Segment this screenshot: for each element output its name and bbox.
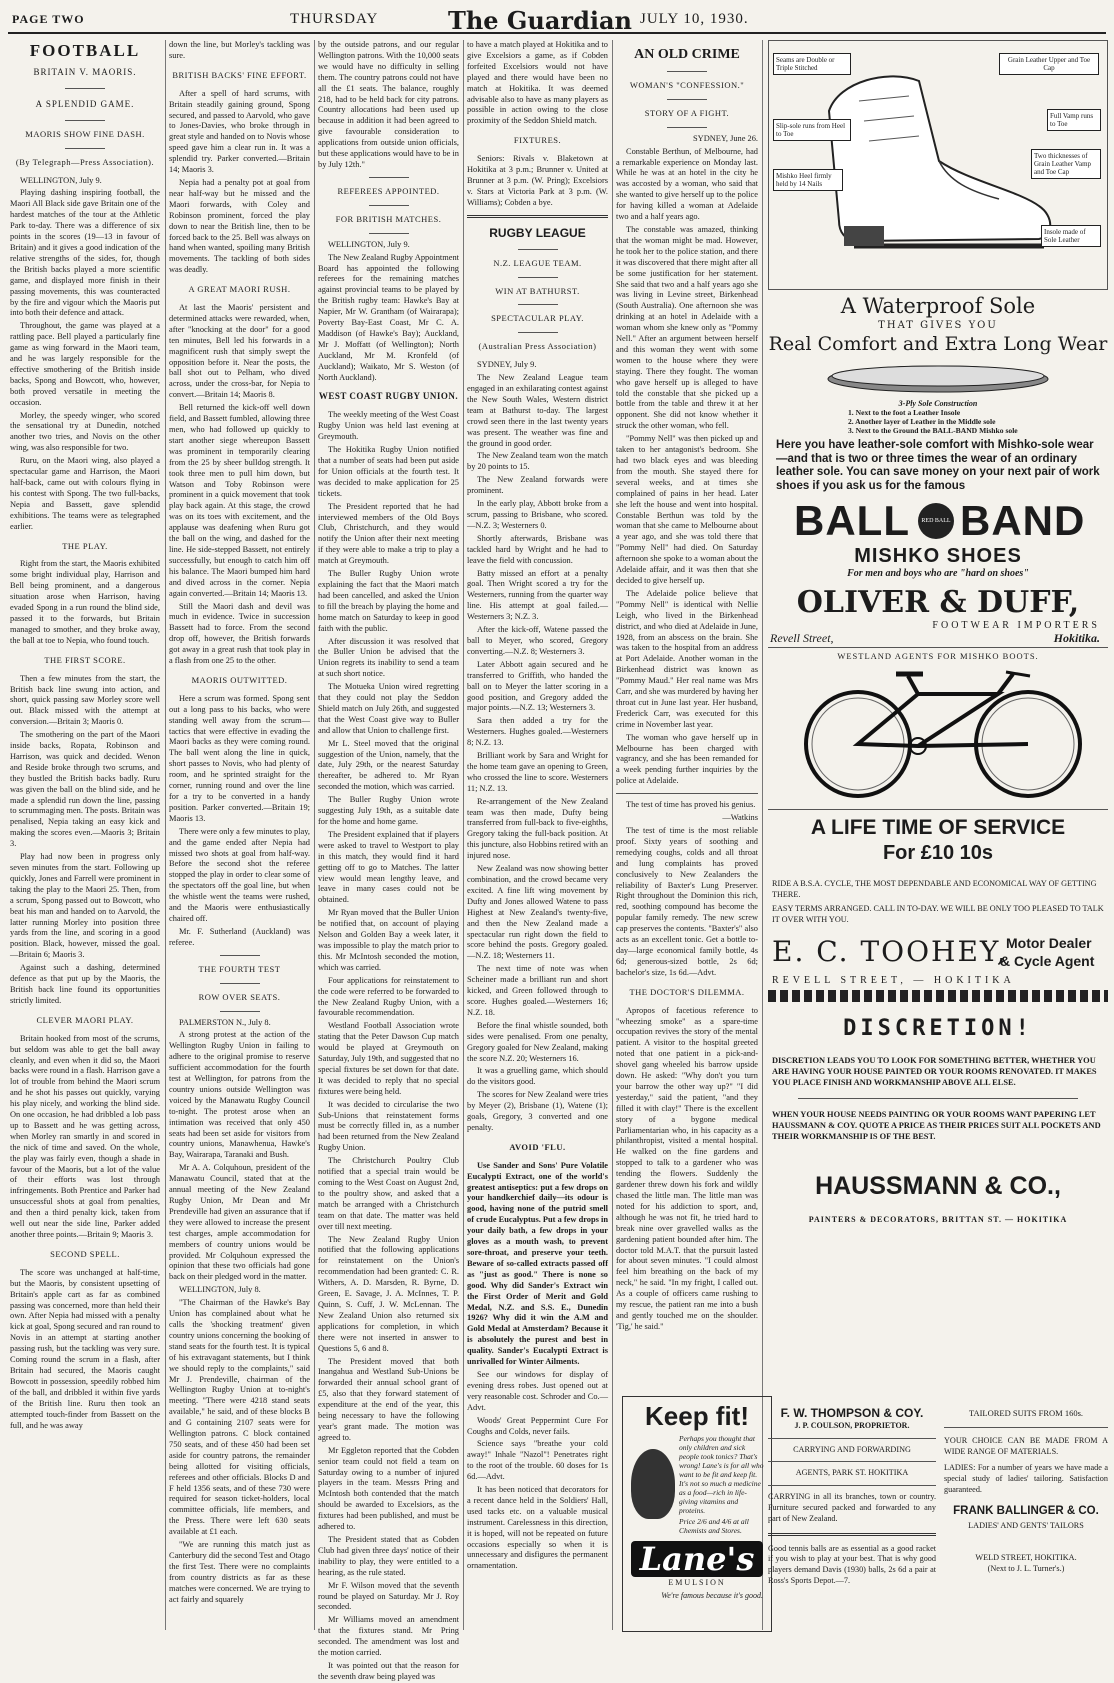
- divider: [369, 177, 409, 178]
- paragraph: Later Abbott again secured and he transferred to Griffith, who handed the ball on to Meyer the latter scoring in a good position, and Gregory added the major points.—N.Z. 13; Westerners 3.: [467, 659, 608, 713]
- callout-label: Mishko Heel firmly held by 14 Nails: [773, 169, 843, 191]
- divider: [768, 809, 1108, 810]
- paragraph: Against such a dashing, determined defence as that put up by the Maoris, the British back line found its opportunities strictly limited.: [10, 963, 160, 1005]
- divider: [768, 1438, 936, 1439]
- paragraph: There were only a few minutes to play, and the game ended after Nepia had missed two shots at goal from half-way. Before the second shot the referee stopped the play in order to clear some of the spectators off the goal line, but when the whistle went the teams were rushed, and the Maoris were enthusiastically chaired off.: [169, 826, 310, 923]
- ad-subheadline: THAT GIVES YOU: [878, 320, 998, 331]
- divider: [768, 1485, 936, 1486]
- construction-item: 2. Another layer of Leather in the Middle sole: [848, 417, 996, 426]
- paragraph: "Pommy Nell" was then picked up and taken to her antagonist's bedroom. She had two black eyes and was bleeding from the mouth. She stayed there for several weeks, and at times she complained of pains in her head. Later she left the house and went into hospital. Constable Berthun was told by the woman that she came to Melbourne about a year ago, and she was told there that "Pommy Nell" had died. On Saturday afternoon she spoke to a woman about the Adelaide affair, and it was then that she decided to give herself up.: [616, 434, 758, 585]
- paragraph: The President moved that both Inangahua and Westland Sub-Unions be forwarded their annual school grant of £5, also that they forward statement of expenditure at the end of the year, this being necessary to have the following year's grant made. The motion was agreed to.: [318, 1356, 459, 1442]
- divider: [369, 205, 409, 206]
- firm-line: PAINTERS & DECORATORS, BRITTAN ST. — HOKITIKA: [808, 1215, 1068, 1224]
- firm-line: CARRYING AND FORWARDING: [793, 1444, 911, 1454]
- column-rule: [314, 40, 315, 1630]
- paragraph: The woman who gave herself up in Melbourne has been charged with vagrancy, and she has been remanded for a week pending further inquiries by the police at Adelaide.: [616, 732, 758, 786]
- dealer-town: Hokitika.: [1053, 631, 1100, 645]
- paragraph: A strong protest at the action of the Wellington Rugby Union in failing to adhere to the original promise to reserve sufficient accommodation for the fourth test at Wellington, for patrons from the country unions outside Wellington was voiced by the Manawatu Rugby Council to-night. The protest arose when an intimation was received that only 450 seats had been set aside for visitors from country unions, Manawhenua, Hawke's Bay, Wairarapa, Taranaki and Bush.: [169, 1030, 310, 1160]
- ad-headline: TAILORED SUITS FROM 160s.: [968, 1408, 1084, 1418]
- dateline: SYDNEY, June 26.: [693, 133, 758, 143]
- paragraph: Mr. F. Sutherland (Auckland) was referee.: [169, 926, 310, 947]
- paragraph: The test of time has proved his genius.: [626, 800, 756, 810]
- subheading: WIN AT BATHURST.: [495, 285, 580, 296]
- subheading: THE DOCTOR'S DILEMMA.: [629, 986, 745, 997]
- paragraph: by the outside patrons, and our regular Wellington patrons. With the 10,000 seats we would have no difficulty in selling them. The country patrons could not have all the £1 seats. The balance, roughly 218, had to be held back for city patrons. Country allocations had been used up because in addition it had been agreed to give favourable consideration to applications from outside union officials, but these applications would have to be in by July 12th.": [318, 40, 459, 169]
- callout-label: Slip-sole runs from Heel to Toe: [773, 119, 851, 141]
- paragraph: The constable was amazed, thinking that the woman might be mad. However, he took her to the police station, and there it was discovered that there might after all be some justification for her statement. She said that two and a half years ago she was living in Levine street, Birkenhead (South Australia). One afternoon she was drinking at an hotel in Adelaide with a woman whom she knew only as "Pommy Nell." After an argument between herself and this woman they went with some women to the house where they were staying. There they fought. The woman who gave herself up is alleged to have told the constable that she picked up a bottle from the table and threw it at her opponent. She did not know whether it struck the other woman, who fell.: [616, 224, 758, 431]
- callout-label: Two thicknesses of Grain Leather Vamp and Toe Cap: [1031, 149, 1101, 179]
- paragraph: The score was unchanged at half-time, but the Maoris, by consistent upsetting of Britain's apple cart as far as combined passing was concerned, more than held their own. After Nepia had missed with a penalty kick at goal, Spong secured and ran round to Novis in an attempt at starting another passing rush, but the tackling was very sure. Coming round the scrum in a flash, after Britain had secured, the Maoris caught Bowcott in possession, speedily robbed him of the ball, and dribbled it within five yards of the British line. Ruru then took an attempted touch-finder from Bassett on the full, and he was away: [10, 1267, 160, 1430]
- divider: [467, 215, 608, 218]
- thompson-ad: [768, 1408, 936, 1587]
- ad-text: WHEN YOUR HOUSE NEEDS PAINTING OR YOUR ROOMS WANT PAPERING LET HAUSSMANN & COY. QUOTE A PRICE AS THEIR PRICES SUIT ALL POCKETS AND THEIR WORKMANSHIP IS OF THE BEST.: [772, 1110, 1101, 1141]
- paragraph: Apropos of facetious reference to "wheezing smoke" as a spare-time occupation revives the story of the mental patient. A visitor to the hospital greeted noted that one patient in a pick-and-shovel gang wheeled his barrow upside down. He asked: "Why don't you turn your barrow the other way up?" "I did yesterday," said the patient, "and they filled it with clay!" There is the excellent story of a bygone medical Parliamentarian who, in his capacity as a philanthropist, visited a mental hospital. He walked on the fine gardens and stopped to talk to a gardener who was tending the flowers. Suddenly the gardener threw down his fork and wildly chased the little man. The little man was noted for his addiction to sport, and, although he was not fit, he tried hard to break nine over gravelled walks as the gardening patient bounded after him. The doctor told M.A.T. that the pursuit lasted for about seven minutes. "I could almost feel him breathing on the back of my neck," he said. "In my fright, I called out. As a couple of officers came rushing to my rescue, the patient ran me into a bush and gently touched me on the shoulder. 'Tig,' he said.": [616, 1005, 758, 1331]
- divider: [220, 955, 260, 956]
- keepfit-ad: [622, 1396, 772, 1632]
- ad-text: YOUR CHOICE CAN BE MADE FROM A WIDE RANGE OF MATERIALS.: [944, 1435, 1108, 1456]
- firm-note: (Next to J. L. Turner's.): [987, 1564, 1065, 1574]
- paragraph: It has been noticed that decorators for a recent dance held in the Soldiers' Hall, used tacks etc. on a valuable musical instrument. Carelessness in this direction, it is hoped, will not be repeated on future occasions especially so when it is unnecessary and disfigures the permanent ornamentation.: [467, 1485, 608, 1571]
- column-football-cont: [169, 40, 310, 1630]
- subheading: SECOND SPELL.: [50, 1248, 120, 1259]
- paragraph: Use Sander and Sons' Pure Volatile Eucalypti Extract, one of the world's greatest antiseptics: put a few drops on your handkerchief daily—its odour is good, having none of the putrid smell of crude Eucalyptus. Put a few drops in your daily bath, a few drops in your gloves as a mouth wash, to prevent sore-throat, and preserve your teeth. Beware of so-called extracts passed off as "just as good." There is none so good. Why did Sander's Extract win the First Order of Merit and Gold Medal, N.Z. and S.S. E., Dunedin 1926? Why did it win the A.M and Gold Medal at Amsterdam? Because it is absolutely the purest and best in quality. Sander's Eucalypti Extract is unrivalled for Winter Ailments.: [467, 1160, 608, 1367]
- paragraph: Then a few minutes from the start, the British back line swung into action, and short, quick passing saw Morley score well out. Black missed with the attempt at conversion.—Britain 3; Maoris 0.: [10, 673, 160, 727]
- subheading: A GREAT MAORI RUSH.: [188, 284, 291, 295]
- paragraph: The President reported that he had interviewed members of the Old Boys Club, Christchurch, and they would notify the Union after their next meeting if they were able to make a trip to play a match at Greymouth.: [318, 501, 459, 566]
- paragraph: Britain hooked from most of the scrums, but seldom was able to get the ball away cleanly, and even when it did so, the Maori backs were round in a flash. Harrison gave a lot of trouble from behind the Maori scrum and he shot his passes out quickly, varying his play nicely, and working the blind side. On one occasion, he had dribbled a lob pass up to Bassett and he was getting across, when Morley ran smartly in and scored in the nick of time and saved. On the whole, the play was fairly even, though a shade in favour of the Maoris, but a lot of the value of their efforts was lost through infringements. Both Prentice and Parker had unsuccessful shots at goal from penalties, and then a third penalty kick, taken from well out near the side line, Parker added another three points.—Britain 9; Maoris 3.: [10, 1033, 160, 1239]
- dateline: WELLINGTON, July 8.: [179, 1285, 261, 1295]
- paragraph: "We are running this match just as Canterbury did the second Test and Otago the first Test. There were no complaints from country districts as far as these matches were concerned. We are trying to act fairly and squarely: [169, 1540, 310, 1604]
- paragraph: Still the Maori dash and devil was much in evidence. Twice in succession Bassett had to force. From the second drop off, however, the British forwards got away in a great rush that took play in a flash from one 25 to the other.: [169, 601, 310, 666]
- dealer-name: E. C. TOOHEY,: [772, 935, 1008, 969]
- ad-text: Perhaps you thought that only children and sick people took tonics? That's wrong! Lane's is for all who want to be fit and keep fit. It's not so much a medicine as a food—rich in life-giving vitamins and proteins.: [679, 1434, 764, 1515]
- paragraph: Mr F. Wilson moved that the seventh round be played on Saturday. Mr J. Roy seconded.: [318, 1580, 459, 1612]
- brand-right: BAND: [960, 497, 1086, 544]
- dealer-street: Revell Street,: [770, 631, 834, 645]
- divider: [667, 127, 707, 128]
- ad-text: RIDE A B.S.A. CYCLE, THE MOST DEPENDABLE AND ECONOMICAL WAY OF GETTING THERE.: [772, 879, 1097, 899]
- column-rule: [612, 40, 613, 1630]
- divider: [768, 647, 1108, 648]
- paragraph: Playing dashing inspiring football, the Maori All Black side gave Britain one of the hardest matches of the tour at the Athletic Park to-day. There was a difference of six points in the scores (19—13 in favour of Britain) and it gives a good indication of the relative strengths of the sides, for, though the British backs played a more scientific game, and displayed more finish in their passing movements, this was counteracted by the fire and vigour which the Maoris put into both their defence and attack.: [10, 188, 160, 318]
- ad-headline: DISCRETION!: [843, 1016, 1033, 1041]
- paragraph: The Buller Rugby Union wrote suggesting July 19th, as a suitable date for the home and home game.: [318, 795, 459, 826]
- subheading: FOR BRITISH MATCHES.: [335, 213, 442, 224]
- column-rule: [463, 40, 464, 1630]
- paragraph: Four applications for reinstatement to the code were referred to be forwarded to the New Zealand Rugby Union, with a favourable recommendation.: [318, 975, 459, 1018]
- paragraph: Brilliant work by Sara and Wright for the home team gave an opening to Green, who crossed the line to score. Westerners 11; N.Z. 13.: [467, 751, 608, 793]
- dateline: WELLINGTON, July 9.: [328, 239, 410, 249]
- subheading: THE FOURTH TEST: [198, 963, 281, 974]
- paragraph: Nepia had a penalty pot at goal from near half-way but he missed and the Maori forwards, with Coley and Robinson prominent, forced the play down to near the British line, then to be forced back to the 25. Bell was always on hand when wanted, spoiling many British movements. The tackling of both sides was deadly.: [169, 177, 310, 275]
- paragraph: After a spell of hard scrums, with Britain steadily gaining ground, Spong secured, and passed to Aarvold, who gave to Jones-Davies, who broke through in great style and handed on to Novis whose speed gave him a clear run in. It was a splendid try. Parker converted.—Britain 14; Maoris 3.: [169, 88, 310, 175]
- subheading: ROW OVER SEATS.: [198, 991, 281, 1002]
- paragraph: Constable Berthun, of Melbourne, had a remarkable experience on Monday last. While he was at an hotel in the city he was accosted by a woman, who said that she wanted to give herself up to the police for having killed a woman at Adelaide two and a half years ago.: [616, 146, 758, 222]
- divider: [220, 983, 260, 984]
- subheading: WOMAN'S "CONFESSION.": [629, 79, 745, 90]
- paragraph: The Buller Rugby Union wrote explaining the fact that the Maori match had been cancelled, and asked the Union to fill the breach by playing the home and home match on Saturday to keep in good faith with the public.: [318, 569, 459, 633]
- border-decoration: [768, 990, 1108, 1002]
- paragraph: Westland Football Association wrote stating that the Peter Dawson Cup match would be played at Greymouth on Saturday, July 19th, and suggested that no special fixtures be set down for that date. It was decided to reply that no special fixtures were being held.: [318, 1021, 459, 1096]
- subheading: THE FIRST SCORE.: [44, 654, 126, 665]
- divider: [220, 1011, 260, 1012]
- brand-sub: EMULSION: [668, 1578, 726, 1587]
- column-football: [10, 40, 160, 1630]
- firm-name: FRANK BALLINGER & CO.: [953, 1504, 1099, 1517]
- bicycle-illustration: [768, 654, 1108, 804]
- proprietor: J. P. COULSON, PROPRIETOR.: [794, 1420, 910, 1430]
- divider: [798, 1098, 1078, 1099]
- dealer-trade: FOOTWEAR IMPORTERS: [932, 620, 1100, 631]
- section-heading: AN OLD CRIME: [634, 47, 740, 62]
- paragraph: Batty missed an effort at a penalty goal. Then Wright scored a try for the Westerners, running from the quarter way line. His attempt at goal failed.—Westerners 3; N.Z. 3.: [467, 568, 608, 622]
- toohey-block: [768, 931, 1108, 975]
- sole-illustration: [768, 359, 1108, 399]
- paragraph: Before the final whistle sounded, both sides were penalised. From one penalty, Gregory goaled for New Zealand, making the score N.Z. 20; Westerners 16.: [467, 1020, 608, 1063]
- ballband-logo: [768, 497, 1108, 545]
- column-rugby-league: [467, 40, 608, 1571]
- tagline: We're famous because it's good.: [661, 1591, 763, 1600]
- attribution: —Watkins: [722, 813, 758, 823]
- paragraph: Right from the start, the Maoris exhibited some bright individual play, Harrison and Bell being prominent, and a dangerous situation arose when Harrison, having evaded Spong in a run round the blind side, passed it to the forwards, but Britain managed to smother, and they broke away, the ball at toe to Nepia, who found touch.: [10, 559, 160, 645]
- paragraph: Woods' Great Peppermint Cure For Coughs and Colds, never fails.: [467, 1415, 608, 1436]
- subheading: BRITISH BACKS' FINE EFFORT.: [172, 69, 307, 80]
- paragraph: The New Zealand Rugby Appointment Board has appointed the following referees for the remaining matches against provincial teams to be played by the British rugby team: Hawke's Bay at Napier, Mr W. Grantham (of Wairarapa); Poverty Bay-East Coast, Mr C. A. Maddison (of Hawke's Bay); Auckland, Mr J. Moffatt (of Wellington); North Auckland, Mr M. Kronfeld (of Auckland); Waikato, Mr S. Weston (of North Auckland).: [318, 252, 459, 382]
- ad-price: For £10 10s: [882, 842, 994, 864]
- paragraph: down the line, but Morley's tackling was sure.: [169, 40, 310, 60]
- ad-text: DISCRETION LEADS YOU TO LOOK FOR SOMETHING BETTER, WHETHER YOU ARE HAVING YOUR HOUSE PAINTED OR YOUR ROOMS RENOVATED. IT MAKES YOU PLACE FINISH AND WORKMANSHIP ABOVE ALL ELSE.: [772, 1056, 1097, 1087]
- dateline: SYDNEY, July 9.: [477, 360, 537, 370]
- subheading: SPECTACULAR PLAY.: [491, 313, 584, 324]
- divider: [518, 304, 558, 305]
- date-label: JULY 10, 1930.: [640, 11, 749, 27]
- boot-ad: [768, 40, 1108, 290]
- ad-price: Price 2/6 and 4/6 at all Chemists and Stores.: [679, 1517, 749, 1535]
- paragraph: The scores for New Zealand were tries by Meyer (2), Brisbane (1), Watene (1); goals, Gregory, 3 converted and one penalty.: [467, 1090, 608, 1132]
- paragraph: The Adelaide police believe that "Pommy Nell" is identical with Nellie Leigh, who lived in the Birkenhead district, and who died at Adelaide in June, 1928, from an abscess on the brain. She was taken to the hospital from an address at Port Adelaide. Another woman in the Birkenhead district was known as "Pommy Maud." Her real name was Mrs Carr, and she was murdered by having her throat cut in June last year. Her husband, Frederick Carr, was executed for this crime in November last year.: [616, 588, 758, 729]
- column-rule: [762, 40, 763, 1630]
- brand-left: BALL: [794, 497, 910, 544]
- paragraph: It was decided to circularise the two Sub-Unions that reinstatement forms must be correctly filled in, as a number had been returned from the New Zealand Rugby Union.: [318, 1099, 459, 1153]
- paragraph: The next time of note was when Scheiner made a brilliant run and short kicked, and Green followed through to score. Hughes goaled.—Westerners 16; N.Z. 18.: [467, 964, 608, 1017]
- column-rule: [165, 40, 166, 1630]
- paragraph: Play had now been in progress only seven minutes from the start. Following up quickly, Jones and Farrell were prominent in taking the play to the Maori 25. Then, from a scrum, Spong passed out to Bowcott, who beat his man and handed on to Aarvold, the latter running Morley into position three yards from the line, and scoring in a good position. Black, however, missed the goal.—Britain 6; Maoris 3.: [10, 852, 160, 960]
- byline: (Australian Press Association): [478, 341, 597, 352]
- dealer-address: REVELL STREET, — HOKITIKA: [772, 975, 1015, 987]
- headline: A SPLENDID GAME.: [35, 98, 135, 109]
- red-ball-badge: RED BALL: [918, 503, 954, 539]
- lanes-logo: Lane's: [631, 1541, 763, 1577]
- divider: [944, 1427, 1108, 1428]
- paragraph: Mr A. A. Colquhoun, president of the Manawatu Council, stated that at the annual meeting of the New Zealand Rugby Union, Mr Dean and Mr Prendeville had given an assurance that if they were allowed to increase the present test charges, ample accommodation for members of country unions would be provided. Mr Colquhoun expressed the opinion that these two officials had gone back on their pledged word in the matter.: [169, 1163, 310, 1282]
- dealer-role: Motor Dealer: [1006, 935, 1092, 952]
- column-rugby-union: [318, 40, 459, 1681]
- divider: [65, 88, 105, 89]
- ad-terms: EASY TERMS ARRANGED. CALL IN TO-DAY. WE WILL BE ONLY TOO PLEASED TO TALK IT OVER WITH YOU.: [772, 904, 1104, 924]
- firm-line: AGENTS, PARK ST. HOKITIKA: [795, 1468, 909, 1478]
- ad-text: LADIES: For a number of years we have made a special study of ladies' tailoring. Satisfaction guaranteed.: [944, 1463, 1108, 1494]
- paragraph: Mr L. Steel moved that the original suggestion of the Union, namely, that the date, July 29th, or the nearest Saturday thereafter, be adhered to. Mr Ryan seconded the motion, which was carried.: [318, 738, 459, 792]
- dateline: PALMERSTON N., July 8.: [179, 1017, 271, 1027]
- paragraph: Mr Williams moved an amendment that the fixtures stand. Mr Pring seconded. The amendment was lost and the motion carried.: [318, 1615, 459, 1658]
- firm-name: HAUSSMANN & CO.,: [815, 1172, 1061, 1200]
- subheading: MAORIS OUTWITTED.: [191, 674, 288, 685]
- callout-label: Seams are Double or Triple Stitched: [773, 53, 851, 75]
- day-label: THURSDAY: [290, 11, 379, 27]
- divider: [768, 1461, 936, 1462]
- paragraph: Here a scrum was formed. Spong sent out a long pass to his backs, who were standing well away from the scrum—tactics that were effective in evading the Maori backs as they were coming round. The ball went along the line in quick, short passes to Novis, who had plenty of room, and he sprinted straight for the corner, running round and over the line for a try to be converted in a handy position. Parker converted.—Britain 19; Maoris 13.: [169, 693, 310, 823]
- paragraph: After discussion it was resolved that the Buller Union be advised that the Union regrets its inability to send a team at such short notice.: [318, 636, 459, 679]
- divider: [518, 277, 558, 278]
- paragraph: See our windows for display of evening dress robes. Just opened out at very reasonable cost. Schroder and Co.—Advt.: [467, 1369, 608, 1412]
- paragraph: The Hokitika Rugby Union notified that a number of seats had been put aside for Union officials at the fourth test. It was decided to make application for 25 tickets.: [318, 445, 459, 498]
- paragraph: The Motueka Union wired regretting that they could not play the Seddon Shield match on July 26th, and suggested that the West Coast give way to Buller and allow that Union to challenge first.: [318, 682, 459, 735]
- paragraph: The weekly meeting of the West Coast Rugby Union was held last evening at Greymouth.: [318, 410, 459, 442]
- paragraph: The New Zealand Rugby Union notified that the following applications for reinstatement on the Union's recommendation had been granted: C. R. Withers, A. D. Marsden, R. Byrne, D. Green, E. Savage, J. A. McInnes, T. P. Quinn, S. Cuff, J. W. McLennan. The New Zealand Union also returned six applications for completion, in which there were not inserted in answer to Questions 5, 6 and 8.: [318, 1234, 459, 1353]
- paper-title: The Guardian: [448, 6, 632, 35]
- newspaper-page: [8, 4, 1108, 1681]
- paragraph: Morley, the speedy winger, who scored the sensational try at Dunedin, notched another two tries, and Novis on the other wing, was also responsible for two.: [10, 410, 160, 453]
- paragraph: The test of time is the most reliable proof. Sixty years of soothing and remedying coughs, colds and all throat and lung complaints has proved conclusively to New Zealanders the reliability of Baxter's Lung Preserver. Right throughout the Dominion this rich, red, soothing compound has become the popular family remedy. The new screw cap preserves the contents. "Baxter's" also acts as an excellent tonic. Get a bottle to-day—large economical family bottle, 4s 6d; generous-sized bottle, 2s 6d; bachelor's size, 1s 6d.—Advt.: [616, 826, 758, 977]
- paragraph: New Zealand was now showing better combination, and the crowd became very excited. A fine lift wing movement by Dufty and Jones allowed Watene to pass Highest at New Zealand's twenty-five, and then the New Zealand made a spectacular run right down the field to score behind the posts. Gregory goaled.—N.Z. 18; Westerners 11.: [467, 864, 608, 961]
- paragraph: Ruru, on the Maori wing, also played a spectacular game and Harrison, the Maori half-back, came out with colours flying in his contest with Spong. The two full-backs, Nepia and Bassett, gave splendid exhibitions. The teams were as telegraphed earlier.: [10, 456, 160, 531]
- callout-label: Grain Leather Upper and Toe Cap: [999, 53, 1099, 75]
- divider: [65, 148, 105, 149]
- paragraph: The New Zealand League team engaged in an exhilarating contest against the New South Wales, Western district team at Bathurst to-day. The largest crowd seen there in the last twenty years was present. The weather was fine and the ground in good order.: [467, 373, 608, 448]
- ad-text: CARRYING in all its branches, town or country. Furniture secured packed and forwarded to any part of New Zealand.: [768, 1492, 936, 1523]
- divider: [518, 332, 558, 333]
- paragraph: "The Chairman of the Hawke's Bay Union has complained about what he calls the 'shocking treatment' given country unions concerning the booking of stand seats for the fourth test. It is typical of his extravagant statements, but I think we should reply to the complaints," said Mr J. Prendeville, chairman of the Wellington Rugby Union at to-night's meeting. "There were 4218 stand seats available," he said, and of these blocks B and G containing 2107 seats were for Wellington patrons. C block contained 750 seats, and of these 450 had been set aside for country patrons, the remainder being allotted for visiting officials, referees and other officials. Blocks D and F held 1356 seats, and of these 730 were required for season ticket-holders, local committee officials, life members, and the Press. There were left 630 seats available at £1 each.: [169, 1298, 310, 1537]
- agents-line: WESTLAND AGENTS FOR MISHKO BOOTS.: [837, 651, 1039, 661]
- paragraph: Throughout, the game was played at a rattling pace. Bell played a particularly fine game as wing forward in the Maori team, and he was largely responsible for the effective smothering of the British inside backs, Spong and Bowcott, who, however, both proved versatile in meeting the occasion.: [10, 321, 160, 407]
- ad-headline: A LIFE TIME OF SERVICE: [810, 816, 1066, 839]
- divider: [667, 71, 707, 72]
- ad-headline: A Waterproof Sole: [840, 294, 1036, 318]
- headline: MAORIS SHOW FINE DASH.: [25, 128, 145, 139]
- paragraph: The President stated that as Cobden Club had given three days' notice of their inability to play, they were entitled to a hearing, as the rule stated.: [318, 1535, 459, 1577]
- ad-pitch: Here you have leather-sole comfort with Mishko-sole wear—and that is two or three times the wear of an ordinary leather sole. You can save money on your next pair of work shoes if you ask us for the famous: [776, 439, 1100, 492]
- firm-line: LADIES' AND GENTS' TAILORS: [968, 1520, 1084, 1530]
- paragraph: Mr Eggleton reported that the Cobden senior team could not field a team on Saturday owing to a number of injured players in the team. Messrs Pring and McIntosh both contended that the match should be awarded to Excelsiors, as the fixtures had been published, and must be adhered to.: [318, 1445, 459, 1532]
- subheading: CLEVER MAORI PLAY.: [36, 1014, 134, 1025]
- ad-headline: Real Comfort and Extra Long Wear: [768, 333, 1108, 355]
- paragraph: Science says "breathe your cold away!" Inhale "Nazol"! Penetrates right to the root of the trouble. 60 doses for 1s 6d.—Advt.: [467, 1439, 608, 1482]
- dealer-role: & Cycle Agent: [1000, 953, 1095, 970]
- divider: [616, 793, 758, 794]
- divider: [518, 249, 558, 250]
- paragraph: Sara then added a try for the Westerners. Hughes goaled.—Westerners 8; N.Z. 13.: [467, 716, 608, 748]
- product-name: MISHKO SHOES: [854, 545, 1022, 567]
- divider: [65, 120, 105, 121]
- ballinger-ad: [944, 1408, 1108, 1575]
- paragraph: Mr Ryan moved that the Buller Union be notified that, on account of playing Nelson and Golden Bay a week later, it was impossible to play the match prior to this. Mr McIntosh seconded the motion, which was carried.: [318, 908, 459, 972]
- paragraph: Bell returned the kick-off well down field, and Bassett fumbled, allowing three men, who had followed up quickly to start another siege whereupon Bassett was prominent in temporarily clearing from the 25 by sheer bulldog strength. It took three men to pull him down, but Watson and Toby Robinson were prominent in a quick movement that took play back again. At this stage, the crowd was on its toes with excitement, and the applause was deafening when Ruru got the ball on the wing, and dashed for the line. He side-stepped Bassett, not entirely successfully, but enough to catch him off his balance. The Maori bumped him hard and dived across in the corner. Nepia again converted.—Britain 14; Maoris 13.: [169, 403, 310, 598]
- paragraph: It was a gruelling game, which should do the visitors good.: [467, 1066, 608, 1087]
- byline: (By Telegraph—Press Association).: [15, 156, 155, 167]
- dateline: WELLINGTON, July 9.: [20, 175, 102, 185]
- headline: BRITAIN V. MAORIS.: [33, 66, 137, 77]
- paragraph: Seniors: Rivals v. Blaketown at Hokitika at 3 p.m.; Brunner v. United at Brunner at 3 p.m. (W. Pring); Excelsiors v. Stars at Victoria Park at 3 p.m. (W. Williams); Cobden a bye.: [467, 154, 608, 207]
- paragraph: At last the Maoris' persistent and determined attacks were rewarded, when, after "knocking at the door" for a good ten minutes, Bell led his forwards in a magnificent rush that simply swept the opposition before it. Near the posts, the ball shot out to Pelham, who dived across, under the cross-bar, for Nepia to convert.—Britain 14; Maoris 8.: [169, 303, 310, 400]
- paragraph: It was pointed out that the reason for the seventh draw being played was: [318, 1660, 459, 1681]
- construction-title: 3-Ply Sole Construction: [898, 399, 978, 408]
- paragraph: The Christchurch Poultry Club notified that a special train would be coming to the West Coast on August 2nd, to the poultry show, and asked that a match be arranged with a Christchurch team on that date. The matter was held over till next meeting.: [318, 1156, 459, 1231]
- subheading: WEST COAST RUGBY UNION.: [318, 391, 459, 402]
- column-old-crime: [616, 40, 758, 1390]
- firm-address: WELD STREET, HOKITIKA.: [975, 1553, 1077, 1563]
- cycle-ad: [768, 654, 1108, 1002]
- paragraph: The New Zealand forwards were prominent.: [467, 475, 608, 496]
- ad-headline: Keep fit!: [645, 1401, 749, 1431]
- waterproof-ad: [768, 294, 1108, 661]
- paragraph: Shortly afterwards, Brisbane was tackled hard by Wright and he had to leave the field with concussion.: [467, 533, 608, 565]
- paragraph: The New Zealand team won the match by 20 points to 15.: [467, 451, 608, 472]
- divider: [369, 233, 409, 234]
- dealer-address: [768, 631, 1108, 647]
- paragraph: to have a match played at Hokitika and to give Excelsiors a game, as if Cobden forfeited Excelsiors would not have played and there would have been no match at Hokitika. It was deemed advisable also to have as many players as possible in action owing to the close proximity of the Seddon Shield match.: [467, 40, 608, 126]
- divider: [667, 99, 707, 100]
- subheading: N.Z. LEAGUE TEAM.: [493, 257, 582, 268]
- page-label: PAGE TWO: [12, 12, 85, 26]
- paragraph: Re-arrangement of the New Zealand team was then made, Dufty being transferred from full-back to five-eighths, Gregory taking the full-back position. At this juncture, also Hobbins retired with an injured nose.: [467, 796, 608, 861]
- product-sub: For men and boys who are "hard on shoes": [847, 568, 1029, 579]
- construction-item: 1. Next to the foot a Leather Insole: [848, 408, 961, 417]
- subheading: THE PLAY.: [62, 540, 108, 551]
- callout-label: Full Vamp runs to Toe: [1047, 109, 1101, 131]
- paragraph: The President explained that if players were asked to travel to Westport to play in this match, they would find it hard getting off to go to Matches. The latter view would mean lengthy leave, and leave in many cases could not be obtained.: [318, 829, 459, 905]
- discretion-ad: [768, 1010, 1108, 1224]
- subheading: STORY OF A FIGHT.: [644, 107, 730, 118]
- masthead: [8, 4, 1106, 34]
- divider: [768, 1533, 936, 1536]
- ad-text: Good tennis balls are as essential as a good racket if you wish to play at your best. That is why good players demand Davis (1930) balls, 2s 6d a pair at Ross's Sports Depot.—7.: [768, 1543, 936, 1585]
- subheading: REFEREES APPOINTED.: [337, 185, 440, 196]
- section-heading: FOOTBALL: [29, 41, 141, 60]
- construction-item: 3. Next to the Ground the BALL-BAND Mishko sole: [848, 426, 1018, 435]
- section-heading: RUGBY LEAGUE: [489, 225, 586, 240]
- figure-illustration: [631, 1449, 675, 1519]
- subheading: FIXTURES.: [513, 135, 562, 146]
- paragraph: In the early play, Abbott broke from a scrum, passing to Brisbane, who scored.—N.Z. 3; Westerners 0.: [467, 499, 608, 530]
- callout-label: Insole made of Sole Leather: [1041, 225, 1101, 247]
- firm-name: F. W. THOMPSON & COY.: [780, 1406, 924, 1420]
- dealer-name: OLIVER & DUFF,: [796, 585, 1080, 620]
- paragraph: The smothering on the part of the Maori inside backs, Ropata, Robinson and Harrison, was quick and decided. Wenon and Reside broke through two scrums, and they bustled the British backs badly. Ruru was given the ball on the blind side, and he made a splendid run down the line, passing to scrummaging men. The posts. Britain was penalised, Nepia taking an easy kick and making the scores even.—Maoris 3; Britain 3.: [10, 730, 160, 849]
- subheading: AVOID 'FLU.: [509, 1141, 566, 1152]
- paragraph: After the kick-off, Watene passed the ball to Meyer, who scored, Gregory converting.—N.Z. 8; Westerners 3.: [467, 625, 608, 656]
